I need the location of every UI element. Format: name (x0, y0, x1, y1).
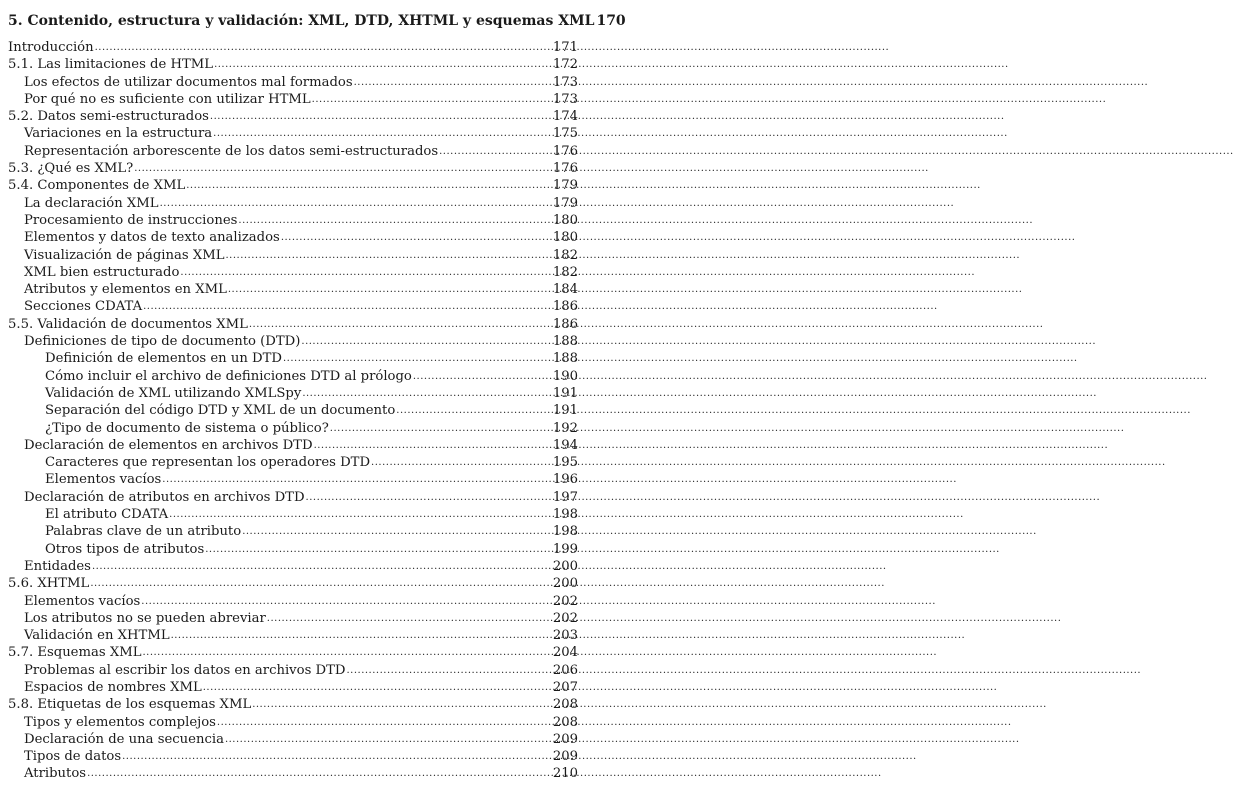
leader-dots (217, 714, 552, 731)
toc-entry-page: 180 (552, 212, 578, 228)
toc-entry-label: Cómo incluir el archivo de definiciones DTD al prólogo (45, 368, 412, 384)
toc-entry[interactable] (8, 229, 578, 246)
leader-dots (238, 212, 551, 229)
leader-dots (214, 56, 552, 73)
toc-entry-label: XML bien estructurado (24, 264, 180, 280)
toc-entry-page: 199 (552, 541, 578, 557)
toc-entry-label: Introducción (8, 40, 94, 55)
toc-entry[interactable] (8, 56, 578, 73)
leader-dots (312, 91, 552, 108)
toc-entry-page: 200 (552, 558, 578, 574)
toc-entry-page: 182 (552, 264, 578, 280)
toc-entry-page: 194 (552, 437, 578, 453)
leader-dots (354, 74, 552, 91)
toc-entry-page: 196 (552, 472, 578, 488)
toc-entry[interactable] (8, 108, 578, 125)
leader-dots (205, 541, 552, 558)
toc-entry[interactable] (8, 247, 578, 264)
leader-dots (213, 125, 552, 142)
toc-entry[interactable] (8, 627, 578, 644)
toc-entry-page: 175 (552, 126, 578, 142)
toc-entry-page: 192 (552, 420, 578, 436)
toc-entry-page: 209 (552, 749, 578, 765)
toc-entry-page: 186 (552, 316, 578, 332)
toc-entry[interactable] (8, 696, 578, 713)
toc-entry[interactable] (8, 471, 578, 488)
toc-entry-label: Variaciones en la estructura (24, 126, 213, 142)
toc-entry-page: 203 (552, 628, 578, 644)
toc-entry-label: 5.4. Componentes de XML (8, 178, 186, 194)
toc-entry-page: 191 (552, 385, 578, 401)
leader-dots (90, 575, 552, 592)
toc-entry[interactable] (8, 437, 578, 454)
leader-dots (302, 385, 552, 402)
toc-entry-page: 208 (552, 697, 578, 713)
leader-dots (225, 731, 552, 748)
toc-entry-page: 176 (552, 143, 578, 159)
toc-entry-label: Tipos y elementos complejos (24, 714, 216, 730)
leader-dots (249, 316, 552, 333)
toc-entry-page: 173 (552, 91, 578, 107)
toc-entry[interactable] (8, 298, 578, 315)
toc-entry-page: 176 (552, 161, 578, 177)
toc-entry-page: 180 (552, 230, 578, 246)
leader-dots (267, 610, 552, 627)
leader-dots (134, 160, 552, 177)
toc-entry-page: 204 (552, 645, 578, 661)
toc-entry[interactable] (8, 541, 578, 558)
toc-entry-label: Espacios de nombres XML (24, 679, 202, 695)
toc-entry-label: ¿Tipo de documento de sistema o público? (45, 420, 329, 436)
toc-entry-label: Elementos vacíos (24, 593, 141, 609)
leader-dots (92, 558, 552, 575)
leader-dots (252, 696, 552, 713)
leader-dots (180, 264, 551, 281)
leader-dots (242, 523, 552, 540)
leader-dots (169, 506, 552, 523)
toc-entry-label: 5.8. Etiquetas de los esquemas XML (8, 697, 252, 713)
toc-entry-label: Procesamiento de instrucciones (24, 212, 238, 228)
toc-entry-label: Problemas al escribir los datos en archivos DTD (24, 662, 346, 678)
leader-dots (346, 662, 551, 679)
toc-entry-page: 171 (552, 40, 578, 55)
toc-entry[interactable] (8, 177, 578, 194)
toc-entry[interactable] (8, 143, 578, 160)
toc-entry-label: Atributos (24, 766, 87, 782)
toc-entry-page: 191 (552, 403, 578, 419)
toc-entry-page: 182 (552, 247, 578, 263)
toc-entry-page: 190 (552, 368, 578, 384)
leader-dots (228, 281, 552, 298)
toc-entry-label: Representación arborescente de los datos semi-estructurados (24, 143, 439, 159)
toc-entry-page: 197 (552, 489, 578, 505)
toc-entry[interactable] (8, 593, 578, 610)
toc-entry[interactable] (8, 74, 578, 91)
toc-entry[interactable] (8, 748, 578, 765)
toc-entry[interactable] (8, 420, 578, 437)
toc-entry-label: Declaración de atributos en archivos DTD (24, 489, 305, 505)
toc-entry[interactable] (8, 610, 578, 627)
leader-dots (306, 489, 552, 506)
toc-entry[interactable] (8, 195, 578, 212)
toc-entry-label: Tipos de datos (24, 749, 122, 765)
leader-dots (143, 298, 552, 315)
toc-entry-label: 5.3. ¿Qué es XML? (8, 161, 134, 177)
toc-entry-label: Caracteres que representan los operadores DTD (45, 455, 371, 471)
toc-entry-page: 209 (552, 731, 578, 747)
table-of-contents (8, 39, 578, 783)
toc-entry-page: 188 (552, 334, 578, 350)
leader-dots (171, 627, 552, 644)
leader-dots (314, 437, 552, 454)
toc-entry[interactable] (8, 212, 578, 229)
leader-dots (142, 644, 551, 661)
leader-dots (396, 402, 552, 419)
toc-entry[interactable] (8, 39, 578, 56)
toc-entry[interactable] (8, 281, 578, 298)
leader-dots (371, 454, 552, 471)
toc-entry[interactable] (8, 644, 578, 661)
leader-dots (413, 368, 552, 385)
toc-entry-label: Elementos vacíos (45, 472, 162, 488)
toc-entry[interactable] (8, 368, 578, 385)
toc-entry-label: Elementos y datos de texto analizados (24, 230, 280, 246)
toc-entry-page: 172 (552, 57, 578, 73)
toc-entry[interactable] (8, 350, 578, 367)
toc-entry-page: 200 (552, 576, 578, 592)
toc-entry-label: Atributos y elementos en XML (24, 282, 227, 298)
toc-entry[interactable] (8, 558, 578, 575)
toc-entry-page: 208 (552, 714, 578, 730)
toc-entry-page: 198 (552, 524, 578, 540)
toc-entry[interactable] (8, 489, 578, 506)
toc-entry-page: 184 (552, 282, 578, 298)
toc-entry-page: 202 (552, 593, 578, 609)
chapter-title (8, 12, 626, 30)
toc-entry-label: Secciones CDATA (24, 299, 143, 315)
toc-entry[interactable] (8, 731, 578, 748)
toc-entry-label: 5.1. Las limitaciones de HTML (8, 57, 214, 73)
leader-dots (160, 195, 552, 212)
toc-entry-page: 202 (552, 610, 578, 626)
toc-entry-label: Declaración de elementos en archivos DTD (24, 437, 313, 453)
leader-dots (87, 765, 552, 782)
toc-entry-label: 5.5. Validación de documentos XML (8, 316, 248, 332)
toc-entry-label: Validación de XML utilizando XMLSpy (45, 385, 302, 401)
leader-dots (301, 333, 551, 350)
toc-entry-page: 179 (552, 178, 578, 194)
toc-entry[interactable] (8, 523, 578, 540)
toc-entry-page: 207 (552, 679, 578, 695)
leader-dots (439, 143, 552, 160)
toc-entry[interactable] (8, 160, 578, 177)
leader-dots (281, 229, 552, 246)
toc-entry[interactable] (8, 91, 578, 108)
leader-dots (330, 420, 552, 437)
toc-entry-page: 179 (552, 195, 578, 211)
toc-entry-page: 198 (552, 507, 578, 523)
toc-entry[interactable] (8, 316, 578, 333)
toc-entry[interactable] (8, 575, 578, 592)
toc-entry-label: Definición de elementos en un DTD (45, 351, 282, 367)
leader-dots (186, 177, 552, 194)
toc-entry[interactable] (8, 765, 578, 782)
leader-dots (95, 39, 552, 56)
leader-dots (162, 471, 552, 488)
toc-entry[interactable] (8, 506, 578, 523)
toc-entry[interactable] (8, 679, 578, 696)
toc-entry-page: 186 (552, 299, 578, 315)
toc-entry-label: Validación en XHTML (24, 628, 170, 644)
toc-entry-page: 210 (552, 766, 578, 782)
toc-entry-label: Otros tipos de atributos (45, 541, 205, 557)
leader-dots (225, 247, 551, 264)
toc-entry-label: 5.6. XHTML (8, 576, 90, 592)
toc-entry[interactable] (8, 402, 578, 419)
toc-entry-page: 173 (552, 74, 578, 90)
toc-entry[interactable] (8, 264, 578, 281)
toc-entry-page: 188 (552, 351, 578, 367)
toc-entry-label: Visualización de páginas XML (24, 247, 225, 263)
toc-entry[interactable] (8, 125, 578, 142)
toc-entry-page: 174 (552, 109, 578, 125)
toc-entry-label: Declaración de una secuencia (24, 731, 224, 747)
leader-dots (122, 748, 552, 765)
toc-entry-label: Entidades (24, 558, 91, 574)
toc-entry-label: Los efectos de utilizar documentos mal formados (24, 74, 353, 90)
toc-entry[interactable] (8, 454, 578, 471)
toc-entry-label: 5.2. Datos semi-estructurados (8, 109, 209, 125)
toc-entry-label: 5.7. Esquemas XML (8, 645, 142, 661)
toc-entry-label: Por qué no es suficiente con utilizar HTML (24, 91, 311, 107)
toc-entry-label: La declaración XML (24, 195, 159, 211)
toc-entry[interactable] (8, 714, 578, 731)
toc-entry[interactable] (8, 385, 578, 402)
toc-entry-label: Definiciones de tipo de documento (DTD) (24, 334, 301, 350)
toc-entry-label: Los atributos no se pueden abreviar (24, 610, 266, 626)
toc-entry-label: El atributo CDATA (45, 507, 169, 523)
leader-dots (141, 593, 552, 610)
toc-entry-label: Separación del código DTD y XML de un documento (45, 403, 396, 419)
leader-dots (283, 350, 552, 367)
toc-entry[interactable] (8, 333, 578, 350)
chapter-title-page: 170 (596, 13, 626, 29)
toc-entry-page: 195 (552, 455, 578, 471)
toc-entry-label: Palabras clave de un atributo (45, 524, 242, 540)
toc-entry[interactable] (8, 662, 578, 679)
chapter-title-label: 5. Contenido, estructura y validación: XML, DTD, XHTML y esquemas XML (8, 13, 595, 29)
leader-dots (203, 679, 552, 696)
leader-dots (210, 108, 552, 125)
toc-entry-page: 206 (552, 662, 578, 678)
